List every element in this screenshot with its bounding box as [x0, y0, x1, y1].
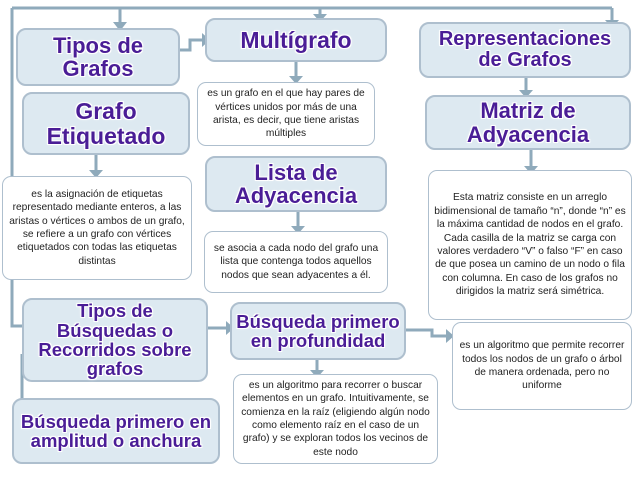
connector-profundidad-to-right: [406, 330, 448, 336]
desc-busqueda-profundidad: [452, 322, 632, 410]
node-representaciones: [419, 22, 631, 78]
desc-busqueda-anchura: [233, 374, 438, 464]
connector-tipos-to-multigrafo: [180, 40, 204, 50]
desc-grafo-etiquetado: [2, 176, 192, 280]
node-title: Representaciones de Grafos: [438, 28, 612, 71]
node-description: es un grafo en el que hay pares de vértices unidos por más de una arista, es decir, que tiene aristas múltiples: [207, 88, 365, 140]
node-busqueda-profundidad: [230, 302, 406, 360]
node-lista-adyacencia: [205, 156, 387, 212]
desc-matriz-adyacencia: [428, 170, 632, 320]
node-grafo-etiquetado: [22, 92, 190, 155]
node-matriz-adyacencia: [425, 95, 631, 150]
desc-multigrafo: [197, 82, 375, 146]
node-description: es la asignación de etiquetas representado mediante enteros, a las aristas o vértices o ambos de un grafo, se refiere a un grafo con vértices etiquetados con todas las etiquetas distintas: [9, 188, 185, 267]
node-title: Grafo Etiquetado: [46, 98, 166, 149]
node-title: Lista de Adyacencia: [234, 159, 358, 208]
node-description: es un algoritmo para recorrer o buscar elementos en un grafo. Intuitivamente, se comienza en la raíz (eligiendo algún nodo como elemento raíz en el caso de un grafo) y se exploran todos los vecinos de este nodo: [241, 379, 430, 458]
node-title: Tipos de Grafos: [52, 32, 144, 81]
node-description: Esta matriz consiste en un arreglo bidimensional de tamaño “n”, donde “n” es la máxima cantidad de nodos en el grafo. Cada casilla de la matriz se carga con valores verdadero “V” o falso “F” en caso de que posea un camino de un nodo o fila con columna. En caso de los grafos no dirigidos la matriz será simétrica.: [434, 192, 626, 298]
node-busqueda-amplitud: [12, 398, 220, 464]
desc-lista-adyacencia: [204, 231, 388, 293]
node-title: Tipos de Búsquedas o Recorridos sobre grafos: [38, 300, 192, 380]
node-title: Búsqueda primero en profundidad: [236, 310, 400, 351]
node-multigrafo: [205, 18, 387, 62]
node-description: es un algoritmo que permite recorrer todos los nodos de un grafo o árbol de manera ordenada, pero no uniforme: [459, 340, 625, 392]
node-title: Matriz de Adyacencia: [466, 98, 590, 147]
node-description: se asocia a cada nodo del grafo una lista que contenga todos aquellos nodos que sean adyacentes a él.: [213, 242, 379, 281]
node-tipos-busquedas: [22, 298, 208, 382]
node-title: Búsqueda primero en amplitud o anchura: [20, 410, 212, 451]
node-title: Multígrafo: [240, 26, 352, 53]
node-tipos-de-grafos: [16, 28, 180, 86]
